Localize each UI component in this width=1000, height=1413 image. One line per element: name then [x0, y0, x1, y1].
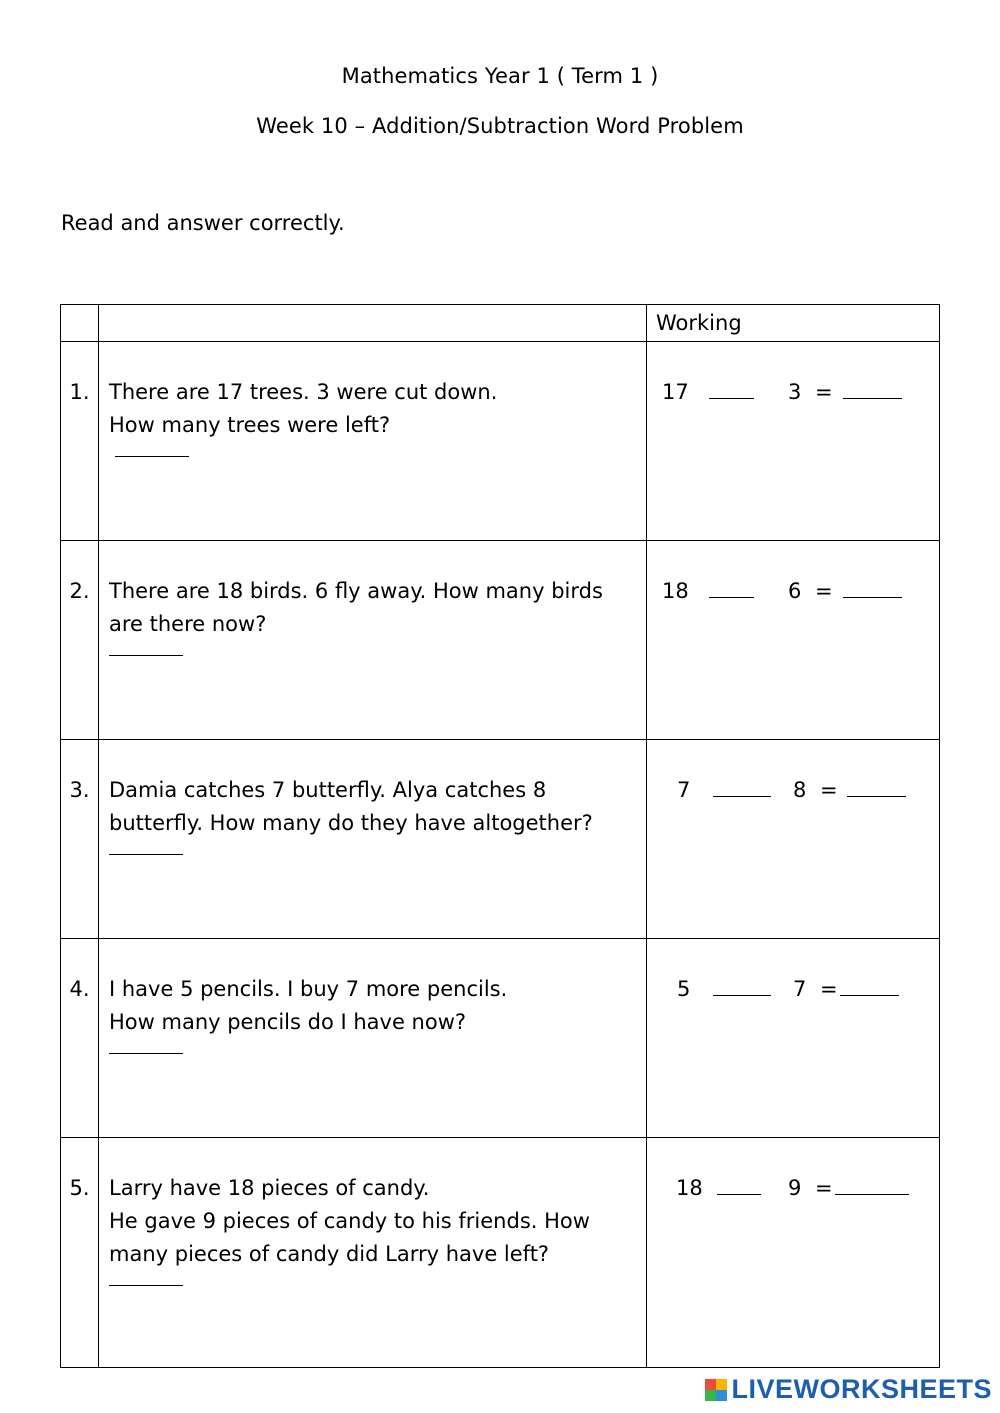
operand-b: 3: [788, 380, 802, 404]
question-line: I have 5 pencils. I buy 7 more pencils.: [109, 977, 508, 1001]
question-line: many pieces of candy did Larry have left?: [109, 1242, 550, 1266]
liveworksheets-logo-icon: [705, 1379, 727, 1401]
working-cell: [647, 342, 940, 541]
operand-a: 5: [677, 977, 691, 1001]
operand-a: 18: [662, 579, 689, 603]
table-header-row: [61, 305, 940, 342]
question-line: There are 17 trees. 3 were cut down.: [109, 380, 498, 404]
question-number: 1.: [61, 342, 99, 541]
equals-sign: =: [820, 778, 838, 802]
operator-blank[interactable]: [709, 597, 754, 598]
result-blank[interactable]: [847, 796, 906, 797]
working-cell: [647, 740, 940, 939]
result-blank[interactable]: [843, 597, 902, 598]
logo-square: [716, 1390, 727, 1401]
question-row-5: [61, 1138, 940, 1368]
header-question-cell: [99, 305, 647, 342]
instruction-text: Read and answer correctly.: [61, 211, 345, 235]
question-row-4: [61, 939, 940, 1138]
question-text: [99, 740, 647, 939]
logo-square: [705, 1390, 716, 1401]
question-number: 5.: [61, 1138, 99, 1368]
operand-b: 7: [793, 977, 807, 1001]
question-text: [99, 1138, 647, 1368]
answer-blank[interactable]: [109, 1273, 183, 1286]
question-number: 2.: [61, 541, 99, 740]
question-line: butterfly. How many do they have altogether?: [109, 811, 593, 835]
operator-blank[interactable]: [709, 398, 754, 399]
operand-a: 17: [662, 380, 689, 404]
question-text: [99, 939, 647, 1138]
question-number: 4.: [61, 939, 99, 1138]
answer-blank[interactable]: [109, 1041, 183, 1054]
answer-blank[interactable]: [109, 842, 183, 855]
question-row-2: [61, 541, 940, 740]
word-problem-table: [60, 304, 940, 1368]
operator-blank[interactable]: [713, 995, 771, 996]
question-line: How many pencils do I have now?: [109, 1010, 467, 1034]
equals-sign: =: [815, 1176, 833, 1200]
operand-b: 9: [788, 1176, 802, 1200]
question-line: are there now?: [109, 612, 267, 636]
answer-blank[interactable]: [109, 643, 183, 656]
working-cell: [647, 541, 940, 740]
question-number: 3.: [61, 740, 99, 939]
operand-b: 8: [793, 778, 807, 802]
operand-b: 6: [788, 579, 802, 603]
operand-a: 18: [676, 1176, 703, 1200]
result-blank[interactable]: [835, 1194, 909, 1195]
question-line: Larry have 18 pieces of candy.: [109, 1176, 430, 1200]
question-text: [99, 541, 647, 740]
header-number-cell: [61, 305, 99, 342]
equals-sign: =: [815, 579, 833, 603]
working-cell: [647, 1138, 940, 1368]
logo-square: [716, 1379, 727, 1390]
logo-square: [705, 1379, 716, 1390]
result-blank[interactable]: [843, 398, 902, 399]
result-blank[interactable]: [840, 995, 899, 996]
operator-blank[interactable]: [717, 1194, 761, 1195]
equals-sign: =: [820, 977, 838, 1001]
working-header: Working: [647, 305, 940, 342]
worksheet-subtitle: Week 10 – Addition/Subtraction Word Problem: [256, 114, 744, 138]
question-line: He gave 9 pieces of candy to his friends. How: [109, 1209, 590, 1233]
liveworksheets-logo[interactable]: [705, 1374, 992, 1405]
working-cell: [647, 939, 940, 1138]
operand-a: 7: [677, 778, 691, 802]
question-text: [99, 342, 647, 541]
worksheet-title: Mathematics Year 1 ( Term 1 ): [341, 64, 659, 88]
operator-blank[interactable]: [713, 796, 771, 797]
question-row-3: [61, 740, 940, 939]
question-row-1: [61, 342, 940, 541]
equals-sign: =: [815, 380, 833, 404]
liveworksheets-brand: LIVEWORKSHEETS: [731, 1374, 992, 1404]
question-line: There are 18 birds. 6 fly away. How many birds: [109, 579, 603, 603]
answer-blank[interactable]: [115, 444, 189, 457]
question-line: Damia catches 7 butterfly. Alya catches 8: [109, 778, 547, 802]
question-line: How many trees were left?: [109, 413, 391, 437]
